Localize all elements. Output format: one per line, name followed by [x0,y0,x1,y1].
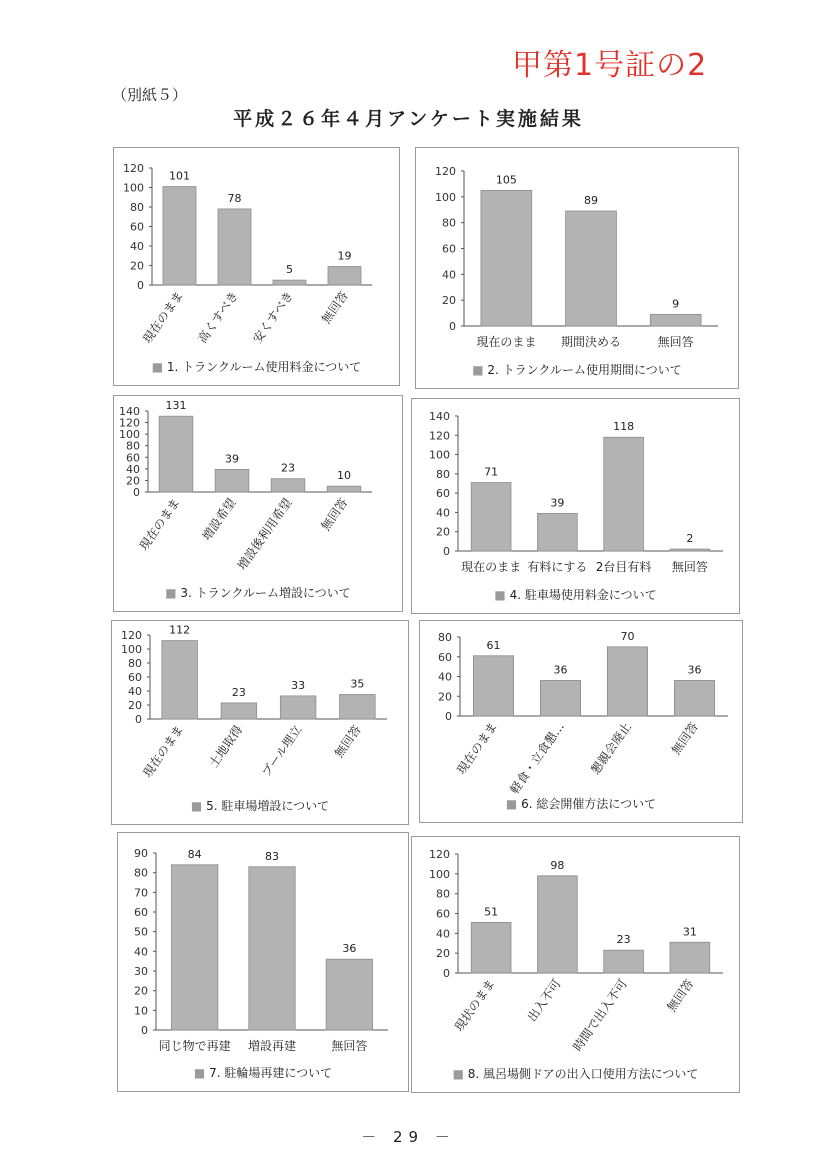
bar [162,641,198,719]
y-tick-label: 0 [445,710,452,723]
bar-chart-4 [411,398,740,614]
chart-title: 5. 駐車場増設について [206,799,330,813]
legend-swatch-icon: ■ [505,797,522,811]
x-tick-label: 無回答 [671,560,708,574]
x-tick-label: 増設再建 [247,1039,297,1053]
chart-svg [420,621,742,822]
y-tick-label: 100 [435,190,456,204]
y-tick-label: 120 [429,848,450,861]
x-tick-label: 時間で出入不可 [570,976,631,1054]
bar [481,190,532,326]
x-tick-label: 同じ物で再建 [158,1039,231,1053]
y-tick-label: 80 [436,467,450,481]
y-tick-label: 90 [134,847,148,860]
y-tick-label: 0 [443,967,450,980]
y-tick-label: 80 [438,631,452,644]
y-tick-label: 40 [442,268,456,282]
legend-swatch-icon: ■ [452,1067,468,1081]
x-tick-label: 軽食・立食懇… [507,719,567,797]
y-tick-label: 20 [130,259,144,273]
data-label: 51 [484,905,499,919]
x-tick-label: 無回答 [318,495,351,534]
legend-swatch-icon: ■ [190,799,207,813]
chart-svg [114,396,402,611]
x-tick-label: 現在のまま [136,495,183,553]
document-title: 平成２６年４月アンケート実施結果 [233,108,584,130]
bar [271,479,305,492]
x-tick-label: 期間決める [560,335,622,349]
chart-title: 3. トランクルーム増設について [180,586,351,600]
annex-label: （別紙５） [112,86,188,104]
y-tick-label: 20 [438,690,452,704]
y-tick-label: 40 [438,670,452,684]
bar [538,513,578,551]
data-label: 101 [169,169,190,183]
y-tick-label: 20 [128,699,142,712]
chart-caption [191,798,329,813]
bar [327,486,361,492]
y-tick-label: 80 [134,866,148,880]
y-tick-label: 0 [443,545,450,558]
bar-chart-7 [117,832,409,1092]
x-tick-label: 増設希望 [199,495,239,544]
bar-chart-1 [113,147,400,386]
bar-chart-3 [113,395,403,612]
y-tick-label: 80 [128,657,142,670]
chart-caption [152,359,362,374]
y-tick-label: 120 [429,429,450,443]
x-tick-label: 現在のまま [454,719,500,777]
bar [218,209,251,285]
bar [566,211,617,326]
x-tick-label: 高くすべき [195,288,241,346]
data-label: 83 [265,849,279,863]
data-label: 9 [672,297,680,311]
y-tick-label: 60 [130,220,144,234]
bar [538,876,578,973]
data-label: 10 [337,469,351,483]
y-tick-label: 70 [134,886,148,900]
bar [650,314,701,326]
y-tick-label: 100 [429,867,450,881]
bar [280,696,316,719]
legend-swatch-icon: ■ [494,588,510,602]
bar [159,416,193,492]
x-tick-label: プール埋立 [259,722,305,780]
y-tick-label: 40 [436,927,450,941]
x-tick-label: 2台目有料 [595,560,652,574]
chart-svg [118,833,408,1091]
y-tick-label: 100 [429,448,450,462]
y-tick-label: 40 [130,240,144,253]
chart-caption [506,796,656,811]
bar [340,695,376,720]
chart-svg [412,399,739,613]
chart-caption [194,1065,332,1080]
y-tick-label: 40 [134,945,148,959]
bar-chart-2 [415,147,739,389]
y-tick-label: 60 [442,242,456,256]
data-label: 23 [281,461,295,475]
y-tick-label: 0 [133,486,140,499]
y-tick-label: 40 [436,506,450,520]
data-label: 105 [495,173,517,187]
y-tick-label: 80 [130,201,144,214]
y-tick-label: 140 [119,405,140,418]
data-label: 35 [350,677,365,691]
data-label: 84 [187,847,202,861]
chart-svg [412,837,739,1092]
bar [473,656,513,716]
y-tick-label: 120 [121,629,142,642]
data-label: 71 [484,465,499,479]
chart-title: 6. 総会開催方法について [521,797,657,811]
chart-svg [114,148,399,385]
x-tick-label: 無回答 [318,288,351,327]
bar [471,922,511,973]
data-label: 131 [165,399,187,413]
bar [471,483,511,551]
data-label: 36 [342,942,357,956]
bar [326,959,372,1030]
x-tick-label: 出入不可 [524,976,564,1025]
y-tick-label: 100 [123,181,144,195]
y-tick-label: 20 [436,947,450,961]
y-tick-label: 100 [119,428,140,442]
chart-title: 2. トランクルーム使用期間について [487,363,682,377]
y-tick-label: 30 [134,965,148,978]
bar [171,865,217,1030]
y-tick-label: 60 [134,906,148,919]
x-tick-label: 懇親会廃止 [588,719,634,777]
y-tick-label: 20 [442,294,456,308]
chart-svg [112,621,408,824]
y-tick-label: 50 [134,925,148,939]
y-tick-label: 120 [123,162,144,175]
data-label: 70 [620,629,635,643]
legend-swatch-icon: ■ [165,586,181,600]
data-label: 2 [686,532,694,546]
y-tick-label: 0 [449,320,456,333]
bar [670,942,710,973]
data-label: 31 [682,925,697,939]
chart-caption [165,586,351,600]
bar [607,647,647,716]
y-tick-label: 0 [135,713,142,726]
bar [163,187,196,285]
y-tick-label: 60 [126,451,140,465]
y-tick-label: 20 [134,984,148,998]
chart-svg [416,148,738,388]
data-label: 33 [291,678,306,692]
chart-caption [453,1066,699,1081]
chart-caption [494,587,656,602]
x-tick-label: 現状のまま [451,976,498,1034]
bar-chart-5 [111,620,409,825]
x-tick-label: 無回答 [331,722,364,761]
data-label: 118 [613,420,635,434]
y-tick-label: 80 [436,887,450,901]
y-tick-label: 40 [126,462,140,476]
y-tick-label: 20 [436,525,450,539]
bar [328,266,361,285]
bar [540,680,580,716]
y-tick-label: 100 [121,643,142,656]
bar [604,950,644,973]
x-tick-label: 有料にする [527,560,588,574]
y-tick-label: 0 [141,1024,148,1037]
y-tick-label: 80 [442,216,456,230]
bar [221,703,257,719]
y-tick-label: 10 [134,1004,148,1018]
data-label: 23 [616,933,631,947]
y-tick-label: 0 [137,279,144,292]
data-label: 5 [286,263,293,277]
y-tick-label: 120 [119,416,140,430]
x-tick-label: 現在のまま [140,722,187,780]
chart-caption [472,362,682,377]
x-tick-label: 増設後利用希望 [234,495,295,573]
legend-swatch-icon: ■ [472,363,488,377]
data-label: 19 [337,249,352,263]
data-label: 78 [227,191,242,205]
bar [249,867,295,1030]
y-tick-label: 60 [128,671,142,684]
y-tick-label: 60 [438,650,452,664]
y-tick-label: 80 [126,439,140,453]
data-label: 89 [584,194,598,208]
legend-swatch-icon: ■ [193,1066,210,1080]
data-label: 36 [687,663,702,677]
data-label: 39 [550,496,565,510]
x-tick-label: 土地取得 [206,722,246,771]
y-tick-label: 120 [435,165,456,178]
bar [674,680,714,716]
x-tick-label: 現在のまま [140,288,186,346]
data-label: 23 [231,685,246,699]
page-number: － 29 － [361,1128,456,1146]
chart-title: 1. トランクルーム使用料金について [166,360,362,374]
data-label: 36 [553,663,568,677]
exhibit-stamp: 甲第1号証の2 [512,48,708,83]
y-tick-label: 40 [128,685,142,698]
bar [604,437,644,551]
bar [670,549,710,551]
data-label: 61 [486,638,501,652]
chart-title: 8. 風呂場側ドアの出入口使用方法について [467,1067,699,1081]
bar-chart-8 [411,836,740,1093]
data-label: 98 [550,858,565,872]
y-tick-label: 60 [436,907,450,921]
x-tick-label: 無回答 [668,719,701,758]
y-tick-label: 140 [429,410,450,423]
x-tick-label: 無回答 [657,335,694,349]
bar [215,469,249,492]
y-tick-label: 20 [126,474,140,488]
bar [273,280,306,285]
chart-title: 7. 駐輪場再建について [209,1066,333,1080]
x-tick-label: 無回答 [664,976,697,1015]
x-tick-label: 現在のまま [461,560,522,574]
chart-title: 4. 駐車場使用料金について [509,588,657,602]
y-tick-label: 60 [436,487,450,501]
x-tick-label: 無回答 [331,1039,368,1053]
data-label: 39 [225,452,239,466]
data-label: 112 [169,623,191,637]
x-tick-label: 安くすべき [250,288,296,346]
x-tick-label: 現在のまま [476,335,537,349]
bar-chart-6 [419,620,743,823]
legend-swatch-icon: ■ [151,360,167,374]
